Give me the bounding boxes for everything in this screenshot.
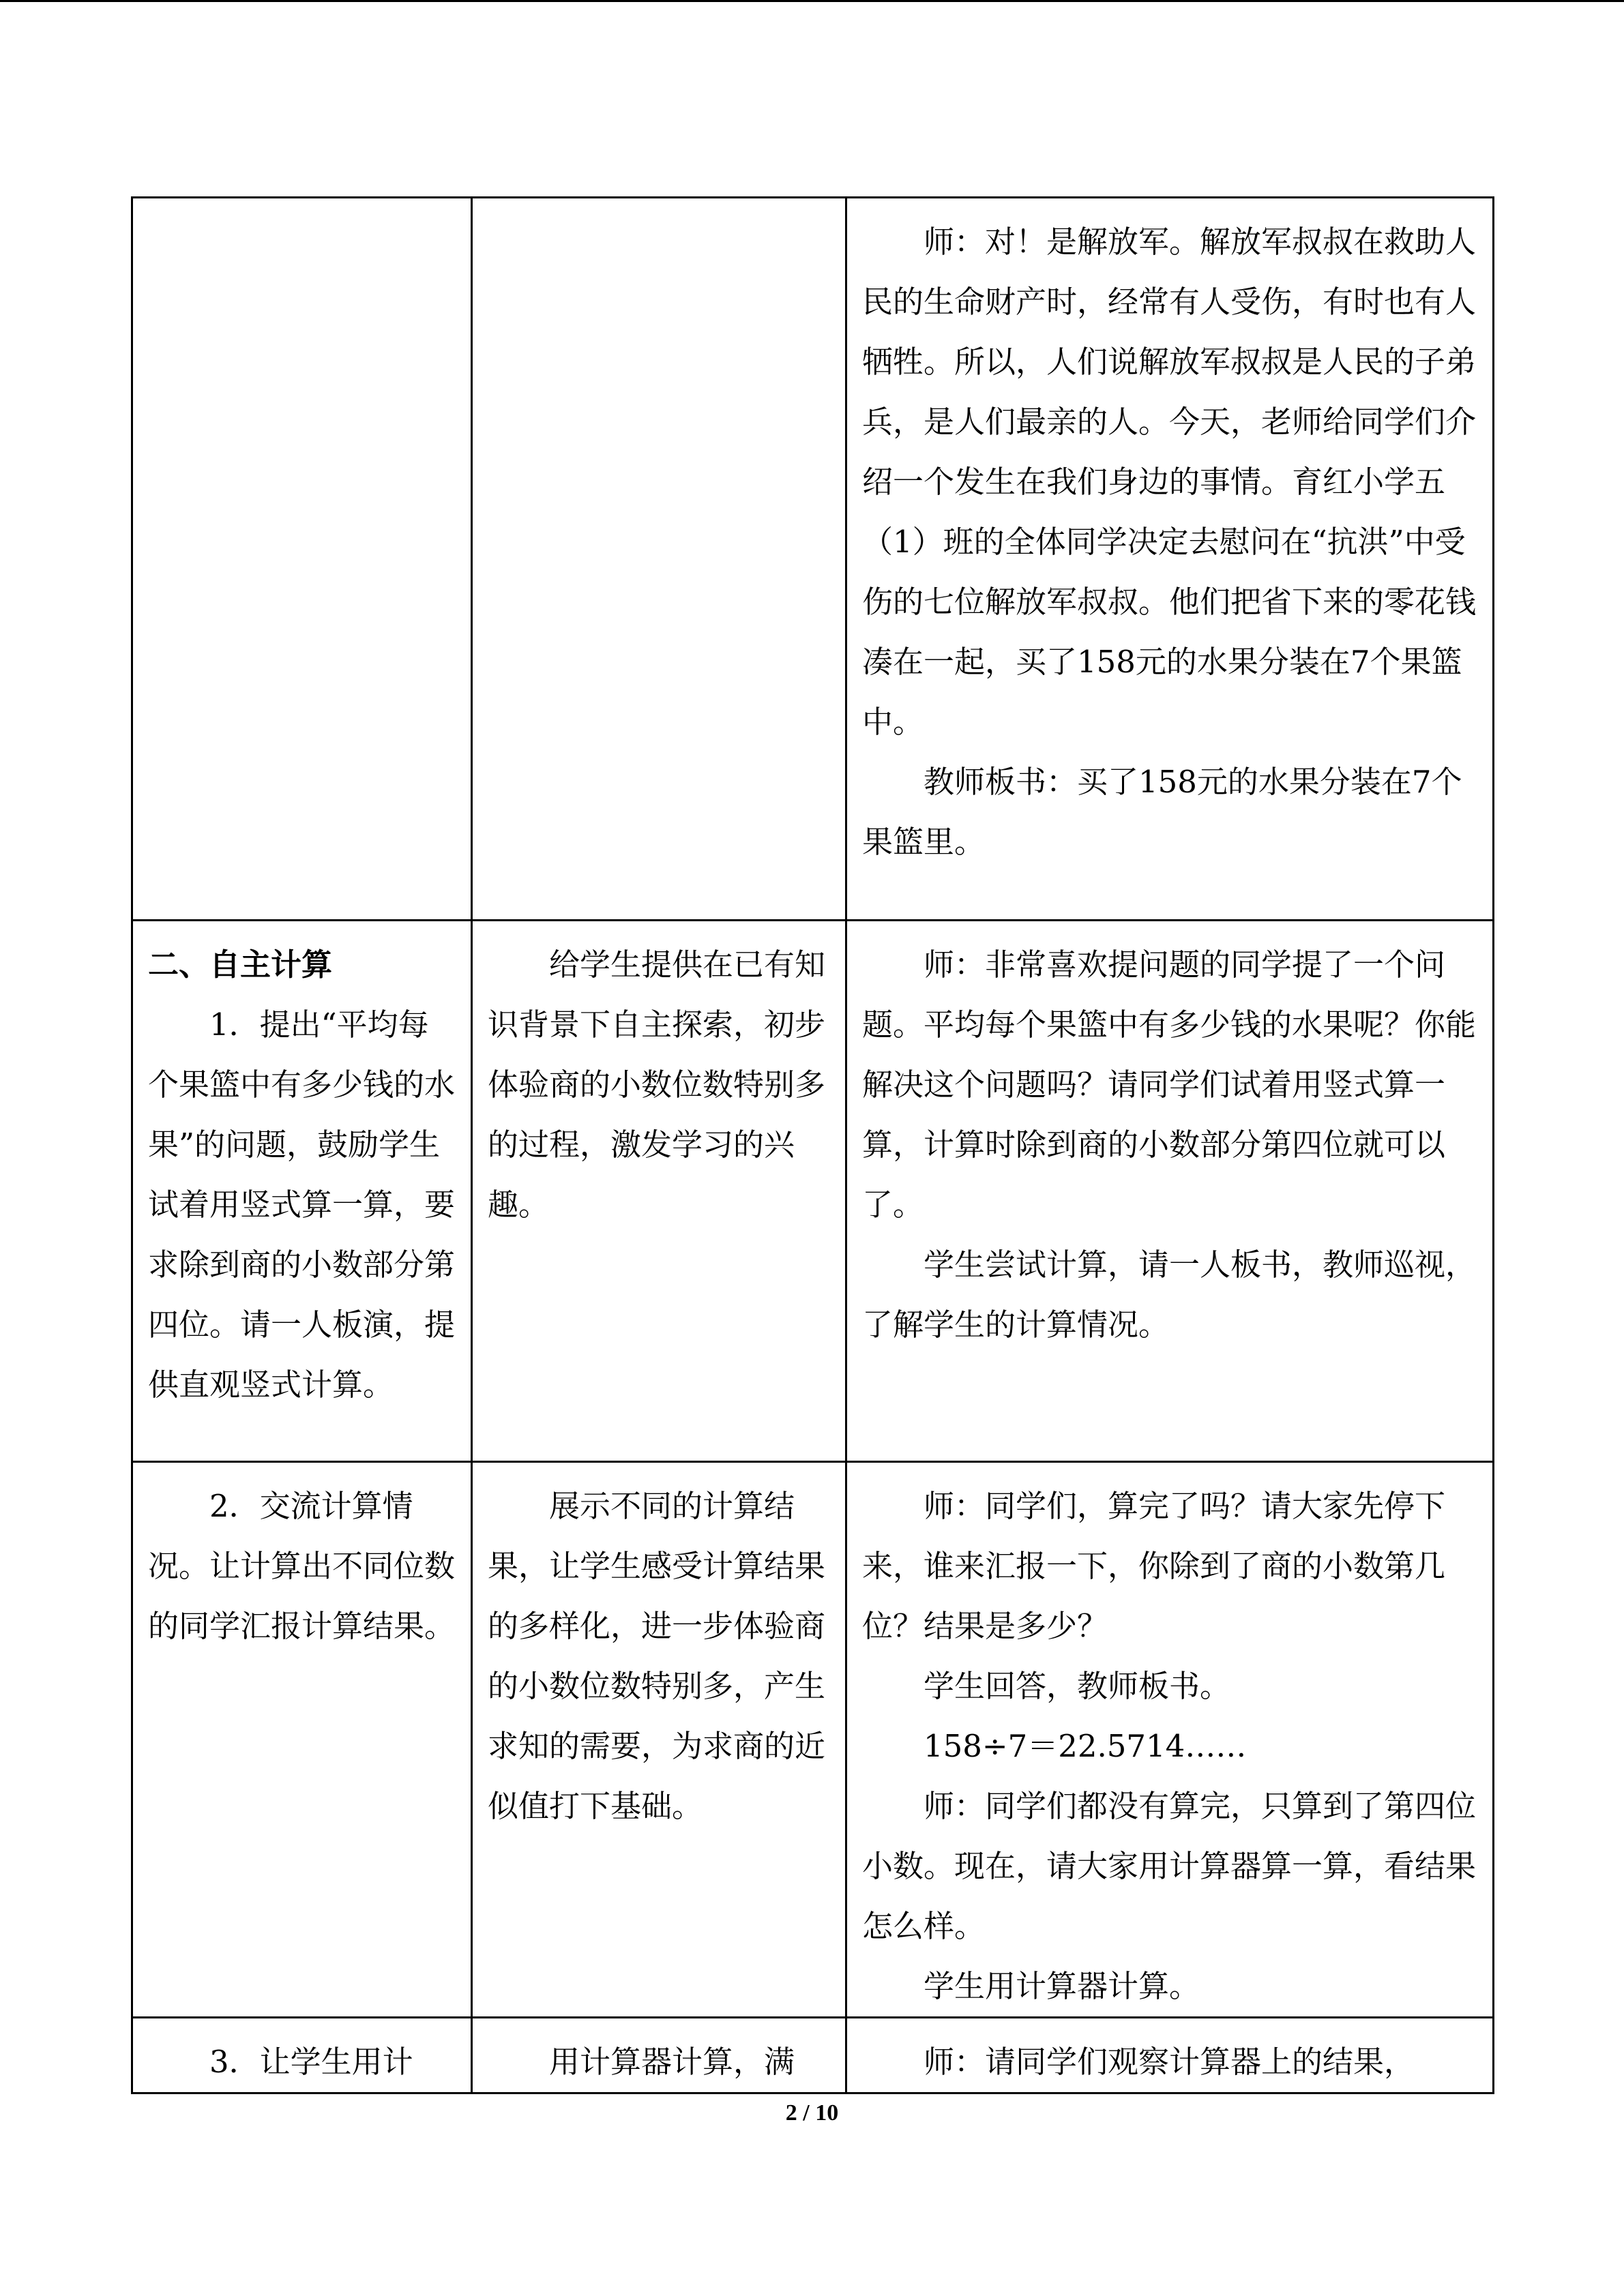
activity-paragraph: 学生尝试计算，请一人板书，教师巡视，了解学生的计算情况。 xyxy=(862,1247,1477,1343)
page-current: 2 xyxy=(785,2100,797,2126)
step-cell xyxy=(132,921,472,1462)
step-cell xyxy=(132,1462,472,2018)
intent-paragraph: 用计算器计算，满 xyxy=(549,2044,795,2080)
lesson-plan-table xyxy=(131,196,1494,2094)
activity-cell xyxy=(846,2018,1494,2093)
table-row xyxy=(132,2018,1494,2093)
intent-cell xyxy=(472,2018,846,2093)
table-row xyxy=(132,1462,1494,2018)
step-paragraph: 2．交流计算情况。让计算出不同位数的同学汇报计算结果。 xyxy=(148,1488,456,1644)
intent-cell xyxy=(472,921,846,1462)
step-paragraph: 3．让学生用计 xyxy=(209,2044,413,2080)
page-total: 10 xyxy=(815,2100,839,2126)
section-heading: 二、自主计算 xyxy=(148,946,333,983)
table-row xyxy=(132,198,1494,921)
intent-paragraph: 给学生提供在已有知识背景下自主探索，初步体验商的小数位数特别多的过程，激发学习的兴趣。 xyxy=(488,946,826,1223)
page-separator: / xyxy=(797,2100,816,2126)
activity-cell xyxy=(846,198,1494,921)
intent-cell xyxy=(472,198,846,921)
intent-cell xyxy=(472,1462,846,2018)
step-cell xyxy=(132,2018,472,2093)
step-cell xyxy=(132,198,472,921)
activity-paragraph: 教师板书：买了158元的水果分装在7个果篮里。 xyxy=(862,764,1462,860)
page-number xyxy=(0,2100,1624,2126)
activity-paragraph: 师：对！是解放军。解放军叔叔在救助人民的生命财产时，经常有人受伤，有时也有人牺牲。所以，人们说解放军叔叔是人民的子弟兵，是人们最亲的人。今天，老师给同学们介绍一个发生在我们身边的事情。育红小学五（1）班的全体同学决定去慰问在“抗洪”中受伤的七位解放军叔叔。他们把省下来的零花钱凑在一起，买了158元的水果分装在7个果篮中。 xyxy=(862,224,1477,740)
top-border-line xyxy=(0,0,1624,2)
intent-paragraph: 展示不同的计算结果，让学生感受计算结果的多样化，进一步体验商的小数位数特别多，产生求知的需要，为求商的近似值打下基础。 xyxy=(488,1488,826,1824)
activity-paragraph: 师：同学们，算完了吗？请大家先停下来，谁来汇报一下，你除到了商的小数第几位？结果是多少？ xyxy=(862,1488,1446,1644)
activity-cell xyxy=(846,921,1494,1462)
activity-paragraph: 学生回答，教师板书。 xyxy=(924,1668,1231,1704)
activity-paragraph: 师：请同学们观察计算器上的结果， xyxy=(924,2044,1415,2080)
activity-paragraph: 师：非常喜欢提问题的同学提了一个问题。平均每个果篮中有多少钱的水果呢？你能解决这个问题吗？请同学们试着用竖式算一算，计算时除到商的小数部分第四位就可以了。 xyxy=(862,946,1477,1223)
table-row xyxy=(132,921,1494,1462)
step-paragraph: 1．提出“平均每个果篮中有多少钱的水果”的问题，鼓励学生试着用竖式算一算，要求除到商的小数部分第四位。请一人板演，提供直观竖式计算。 xyxy=(148,1007,456,1403)
activity-paragraph: 师：同学们都没有算完，只算到了第四位小数。现在，请大家用计算器算一算，看结果怎么样。 xyxy=(862,1788,1477,1944)
activity-paragraph: 学生用计算器计算。 xyxy=(924,1968,1200,2004)
equation-line: 158÷7＝22.5714…… xyxy=(924,1728,1247,1764)
activity-cell xyxy=(846,1462,1494,2018)
